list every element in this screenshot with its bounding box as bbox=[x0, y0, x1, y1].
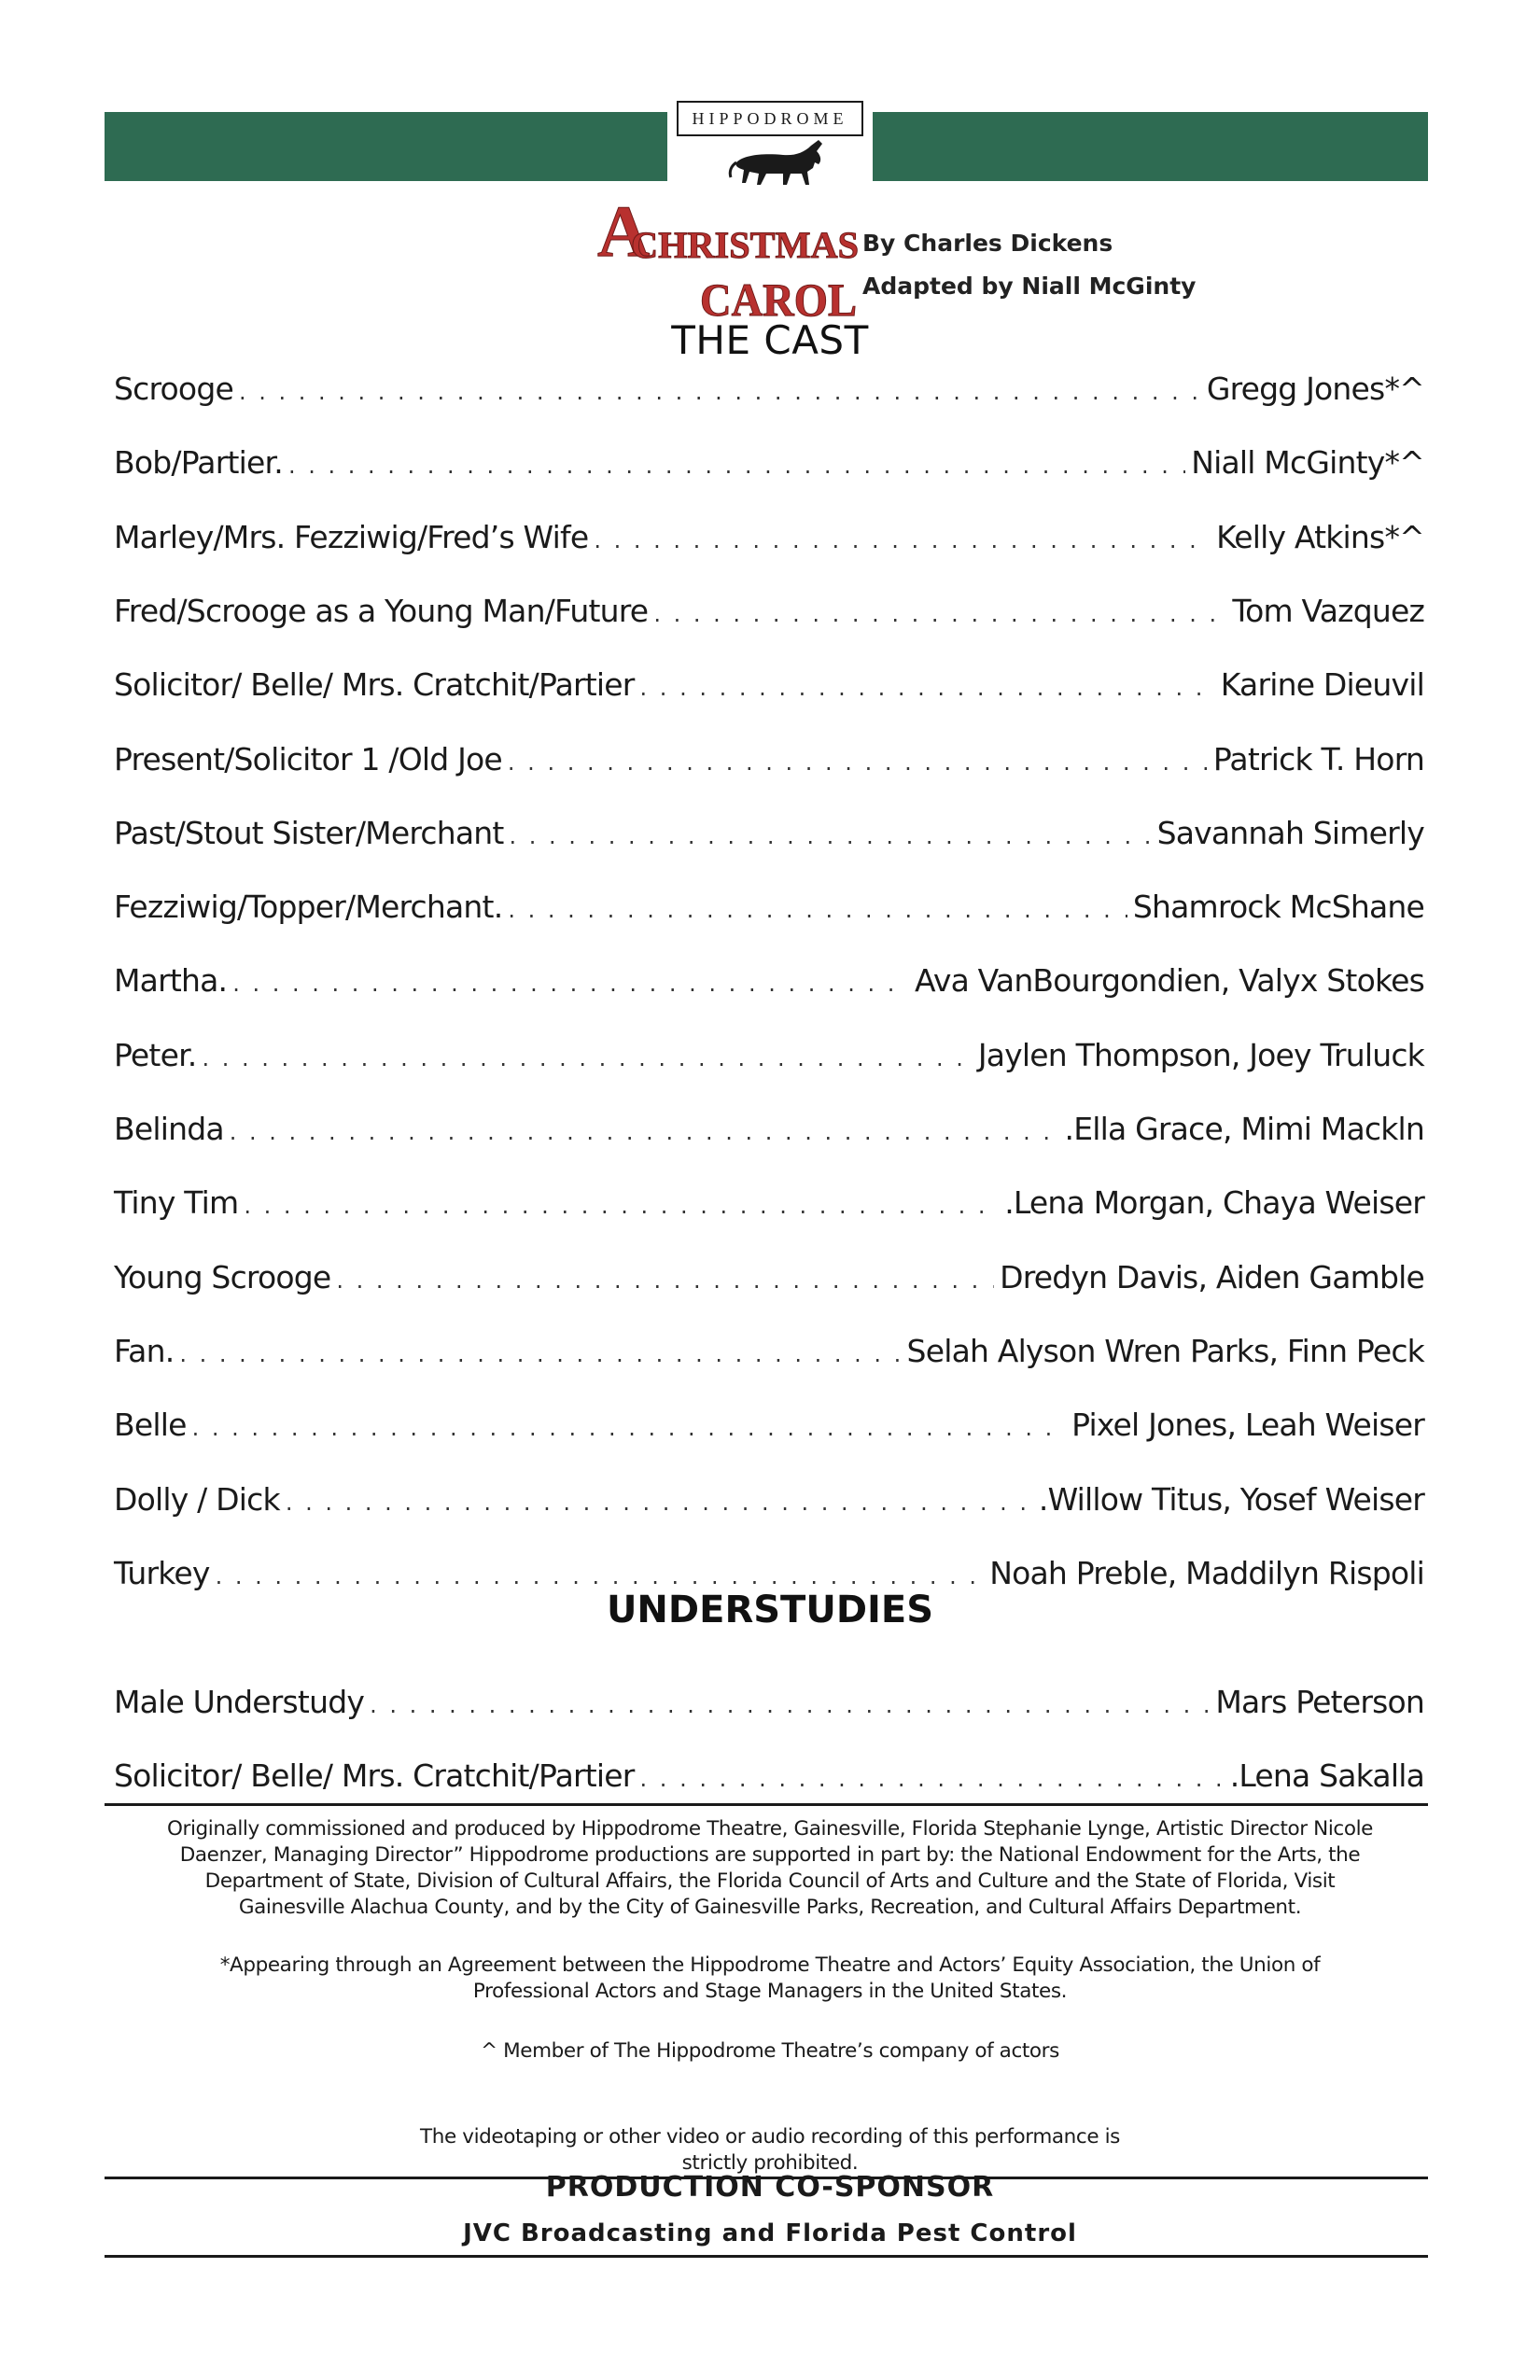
credit-row bbox=[114, 1259, 1424, 1304]
dot-leader bbox=[336, 1267, 994, 1294]
dot-leader bbox=[510, 823, 1152, 849]
dot-leader bbox=[230, 1119, 1059, 1145]
credit-row bbox=[114, 962, 1424, 1007]
credit-row bbox=[114, 1111, 1424, 1155]
credit-row bbox=[114, 1481, 1424, 1526]
company-note: ^ Member of The Hippodrome Theatre’s company of actors bbox=[481, 2039, 1059, 2063]
divider bbox=[105, 2255, 1428, 2258]
role-name: Solicitor/ Belle/ Mrs. Cratchit/Partier bbox=[114, 1757, 635, 1794]
credit-row bbox=[114, 371, 1424, 415]
credit-row bbox=[114, 444, 1424, 489]
adapter-credit: Adapted by Niall McGinty bbox=[862, 273, 1197, 300]
role-name: Bob/Partier. bbox=[114, 444, 283, 482]
role-name: Tiny Tim bbox=[114, 1184, 239, 1222]
actor-name: Gregg Jones*^ bbox=[1206, 371, 1424, 407]
role-name: Fred/Scrooge as a Young Man/Future bbox=[114, 592, 649, 629]
actor-name: Karine Dieuvil bbox=[1220, 666, 1424, 704]
dot-leader bbox=[179, 1341, 901, 1367]
christmas-carol-logo bbox=[590, 192, 861, 323]
sponsor-names: JVC Broadcasting and Florida Pest Control bbox=[463, 2219, 1077, 2247]
role-name: Young Scrooge bbox=[114, 1258, 331, 1295]
actor-name: Mars Peterson bbox=[1215, 1684, 1424, 1720]
commission-note: Originally commissioned and produced by Hippodrome Theatre, Gainesville, Florida Stephanie Lynge, Artistic Director Nicole Daenzer, Managing Director” Hippodrome productions are supported in part by: the National Endowment for the Arts, the Department of State, Division of Cultural Affairs, the Florida Council of Arts and Culture and the State of Florida, Visit Gainesville Alachua County, and by the City of Gainesville Parks, Recreation, and Cultural Affairs Department. bbox=[167, 1817, 1373, 1919]
actor-name: Shamrock McShane bbox=[1132, 889, 1424, 926]
credit-row bbox=[114, 1333, 1424, 1378]
actor-name: .Ella Grace, Mimi Mackln bbox=[1064, 1111, 1424, 1147]
credit-row bbox=[114, 666, 1424, 711]
dot-leader bbox=[288, 453, 1185, 479]
horse-icon bbox=[725, 134, 837, 190]
role-name: Fan. bbox=[114, 1332, 175, 1369]
actor-name: Tom Vazquez bbox=[1232, 592, 1424, 629]
credit-row bbox=[114, 1037, 1424, 1082]
equity-note: *Appearing through an Agreement between the Hippodrome Theatre and Actors’ Equity Association, the Union of Professional Actors and Stage Managers in the United States. bbox=[219, 1953, 1321, 2003]
actor-name: .Willow Titus, Yosef Weiser bbox=[1038, 1480, 1424, 1518]
logo-wordmark: HIPPODROME bbox=[677, 101, 863, 136]
actor-name: Patrick T. Horn bbox=[1212, 740, 1424, 777]
role-name: Turkey bbox=[114, 1554, 210, 1591]
actor-name: .Lena Sakalla bbox=[1229, 1757, 1424, 1794]
actor-name: Pixel Jones, Leah Weiser bbox=[1071, 1407, 1424, 1444]
hippodrome-logo bbox=[667, 90, 873, 183]
title-line3: CAROL bbox=[700, 273, 857, 323]
dot-leader bbox=[508, 749, 1208, 776]
actor-name: Kelly Atkins*^ bbox=[1216, 518, 1424, 555]
role-name: Peter. bbox=[114, 1036, 197, 1073]
actor-name: Noah Preble, Maddilyn Rispoli bbox=[989, 1554, 1424, 1591]
dot-leader bbox=[203, 1045, 973, 1071]
author-credit: By Charles Dickens bbox=[862, 230, 1113, 257]
actor-name: Niall McGinty*^ bbox=[1191, 444, 1424, 482]
actor-name: Ava VanBourgondien, Valyx Stokes bbox=[915, 962, 1424, 1000]
credit-row bbox=[114, 889, 1424, 933]
credit-row bbox=[114, 1684, 1424, 1729]
cast-heading: THE CAST bbox=[671, 317, 869, 363]
actor-name: Dredyn Davis, Aiden Gamble bbox=[1000, 1258, 1424, 1295]
dot-leader bbox=[232, 971, 909, 997]
role-name: Belle bbox=[114, 1407, 187, 1444]
dot-leader bbox=[192, 1415, 1067, 1441]
role-name: Dolly / Dick bbox=[114, 1480, 280, 1518]
credit-row bbox=[114, 593, 1424, 637]
dot-leader bbox=[216, 1563, 985, 1589]
role-name: Solicitor/ Belle/ Mrs. Cratchit/Partier bbox=[114, 666, 635, 704]
credit-row bbox=[114, 815, 1424, 860]
credit-row bbox=[114, 1407, 1424, 1451]
role-name: Past/Stout Sister/Merchant bbox=[114, 814, 504, 851]
actor-name: .Lena Morgan, Chaya Weiser bbox=[1004, 1184, 1424, 1222]
credit-row bbox=[114, 519, 1424, 564]
recording-note: The videotaping or other video or audio recording of this performance is strictly prohibited. bbox=[420, 2125, 1120, 2175]
sponsor-heading: PRODUCTION CO-SPONSOR bbox=[545, 2171, 995, 2204]
dot-leader bbox=[653, 601, 1226, 627]
dot-leader bbox=[640, 675, 1215, 701]
dot-leader bbox=[640, 1766, 1225, 1792]
dot-leader bbox=[244, 1193, 999, 1219]
role-name: Scrooge bbox=[114, 371, 233, 407]
actor-name: Jaylen Thompson, Joey Truluck bbox=[977, 1036, 1424, 1073]
credit-row bbox=[114, 741, 1424, 786]
dot-leader bbox=[594, 527, 1211, 553]
dot-leader bbox=[286, 1490, 1033, 1516]
dot-leader bbox=[508, 897, 1127, 923]
role-name: Present/Solicitor 1 /Old Joe bbox=[114, 740, 502, 777]
understudies-heading: UNDERSTUDIES bbox=[606, 1589, 934, 1631]
role-name: Fezziwig/Topper/Merchant. bbox=[114, 889, 503, 926]
divider bbox=[105, 1803, 1428, 1806]
actor-name: Savannah Simerly bbox=[1156, 814, 1424, 851]
credit-row bbox=[114, 1757, 1424, 1802]
role-name: Male Understudy bbox=[114, 1684, 365, 1720]
title-line1: A bbox=[597, 192, 651, 272]
actor-name: Selah Alyson Wren Parks, Finn Peck bbox=[906, 1332, 1424, 1369]
role-name: Belinda bbox=[114, 1111, 224, 1147]
dot-leader bbox=[239, 379, 1201, 405]
credit-row bbox=[114, 1184, 1424, 1229]
dot-leader bbox=[370, 1692, 1210, 1718]
role-name: Martha. bbox=[114, 962, 228, 1000]
role-name: Marley/Mrs. Fezziwig/Fred’s Wife bbox=[114, 518, 589, 555]
title-line2: CHRISTMAS bbox=[631, 224, 859, 266]
